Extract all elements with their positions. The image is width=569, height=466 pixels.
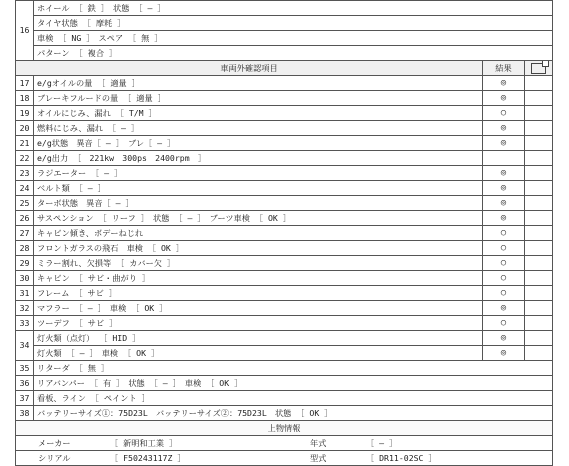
table-row [16,226,553,241]
table-row [16,361,553,376]
upper-right-value: ［ DR11-02SC ］ [366,452,437,463]
item-extra [525,91,553,106]
item-text: ミラー割れ、欠損等 ［ カバー欠 ］ [34,256,483,271]
item-extra [525,226,553,241]
item-number: 31 [16,286,34,301]
item-extra [525,136,553,151]
item-text: ラジエーター ［ ― ］ [34,166,483,181]
item-result: ○ [483,286,525,301]
item-extra [525,196,553,211]
item-result: ◎ [483,76,525,91]
item-text: 灯火類（点灯） ［ HID ］ [34,331,483,346]
item-text: e/g状態 異音［ ― ］ ブレ［ ― ］ [34,136,483,151]
item-result: ◎ [483,301,525,316]
item-number: 26 [16,211,34,226]
item-result: ◎ [483,181,525,196]
item-text: ツーデフ ［ サビ ］ [34,316,483,331]
item-text: サスペンション ［ リーフ ］ 状態 ［ ― ］ ブーツ車検 ［ OK ］ [34,211,483,226]
item-number: 20 [16,121,34,136]
inspection-spare-line: 車検 ［ NG ］ スペア ［ 無 ］ [34,31,553,46]
item-result: ◎ [483,211,525,226]
item-result: ○ [483,256,525,271]
upper-left-label: シリアル [38,452,71,463]
upper-right-label: 年式 [310,437,327,448]
table-row [16,181,553,196]
item-number: 24 [16,181,34,196]
upper-info-cell [16,436,553,451]
item-text: リターダ ［ 無 ］ [34,361,553,376]
item-result: ○ [483,316,525,331]
item-number: 16 [16,1,34,61]
item-extra [525,286,553,301]
upper-info-row [16,451,553,466]
item-number: 25 [16,196,34,211]
item-number: 32 [16,301,34,316]
upper-info-row [16,436,553,451]
item-result: ◎ [483,346,525,361]
table-row [16,91,553,106]
item-extra [525,106,553,121]
tire-state-line: タイヤ状態 ［ 摩耗 ］ [34,16,553,31]
item-text: フロントガラスの飛石 車検 ［ OK ］ [34,241,483,256]
item-extra [525,271,553,286]
item-number: 21 [16,136,34,151]
upper-left-value: ［ F50243117Z ］ [110,452,186,463]
table-row [16,316,553,331]
inspection-sheet [15,0,552,463]
table-row [16,256,553,271]
item-number: 36 [16,376,34,391]
item-result: ◎ [483,121,525,136]
item-result: ○ [483,271,525,286]
table-row [16,286,553,301]
item-result: ◎ [483,136,525,151]
table-row [16,241,553,256]
header-result: 結果 [483,61,525,76]
item-result [483,151,525,166]
item-text: リアバンパー ［ 有 ］ 状態 ［ ― ］ 車検 ［ OK ］ [34,376,553,391]
item-text: フレーム ［ サビ ］ [34,286,483,301]
item-extra [525,346,553,361]
item-text: キャビン ［ サビ・曲がり ］ [34,271,483,286]
item-extra [525,181,553,196]
table-row [16,331,553,346]
item-extra [525,241,553,256]
item-number: 18 [16,91,34,106]
section-header [16,421,553,436]
item-extra [525,301,553,316]
item-number: 38 [16,406,34,421]
item-number: 34 [16,331,34,361]
item-text: 灯火類 ［ ― ］ 車検 ［ OK ］ [34,346,483,361]
item-number: 37 [16,391,34,406]
item-result: ○ [483,241,525,256]
tire-row [16,1,553,16]
item-number: 33 [16,316,34,331]
item-number: 35 [16,361,34,376]
item-text: マフラー ［ ― ］ 車検 ［ OK ］ [34,301,483,316]
table-header [16,61,553,76]
header-title: 車両外確認項目 [16,61,483,76]
item-text: 燃料にじみ、漏れ ［ ― ］ [34,121,483,136]
item-text: e/gオイルの量 ［ 適量 ］ [34,76,483,91]
table-row [16,151,553,166]
upper-right-value: ［ ― ］ [366,437,398,448]
item-extra [525,151,553,166]
item-number: 19 [16,106,34,121]
copy-icon[interactable] [531,63,546,74]
item-number: 30 [16,271,34,286]
inspection-table [15,0,553,466]
table-row [16,121,553,136]
wheel-line: ホイール ［ 鉄 ］ 状態 ［ ― ］ [34,1,553,16]
table-row [16,271,553,286]
item-number: 27 [16,226,34,241]
item-extra [525,76,553,91]
item-result: ◎ [483,91,525,106]
item-number: 22 [16,151,34,166]
item-text: ブレーキフルードの量 ［ 適量 ］ [34,91,483,106]
item-extra [525,211,553,226]
item-number: 29 [16,256,34,271]
table-row [16,106,553,121]
item-text: 看板、ライン ［ ペイント ］ [34,391,553,406]
item-extra [525,166,553,181]
item-extra [525,121,553,136]
upper-info-cell [16,451,553,466]
table-row [16,211,553,226]
item-extra [525,331,553,346]
table-row [16,136,553,151]
table-row [16,406,553,421]
item-text: キャビン傾き、ボデーねじれ [34,226,483,241]
item-result: ◎ [483,331,525,346]
table-row [16,166,553,181]
item-result: ◎ [483,166,525,181]
section-title: 上物情報 [16,421,553,436]
upper-right-label: 型式 [310,452,327,463]
table-row [16,376,553,391]
table-row [16,301,553,316]
item-extra [525,316,553,331]
item-number: 23 [16,166,34,181]
upper-left-value: ［ 新明和工業 ］ [110,437,178,448]
item-number: 28 [16,241,34,256]
table-row [16,391,553,406]
item-text: バッテリーサイズ①：75D23L バッテリーサイズ②：75D23L 状態 ［ OK ］ [34,406,553,421]
item-number: 17 [16,76,34,91]
upper-left-label: メーカー [38,437,71,448]
item-text: ターボ状態 異音［ ― ］ [34,196,483,211]
item-result: ◎ [483,196,525,211]
item-text: ベルト類 ［ ― ］ [34,181,483,196]
table-row [16,346,553,361]
item-extra [525,256,553,271]
item-text: e/g出力 ［ 221kw 300ps 2400rpm ］ [34,151,483,166]
table-row [16,76,553,91]
item-result: ○ [483,226,525,241]
item-result: ○ [483,106,525,121]
pattern-line: パターン ［ 複合 ］ [34,46,553,61]
item-text: オイルにじみ、漏れ ［ T/M ］ [34,106,483,121]
table-row [16,196,553,211]
header-icon-cell[interactable] [525,61,553,76]
